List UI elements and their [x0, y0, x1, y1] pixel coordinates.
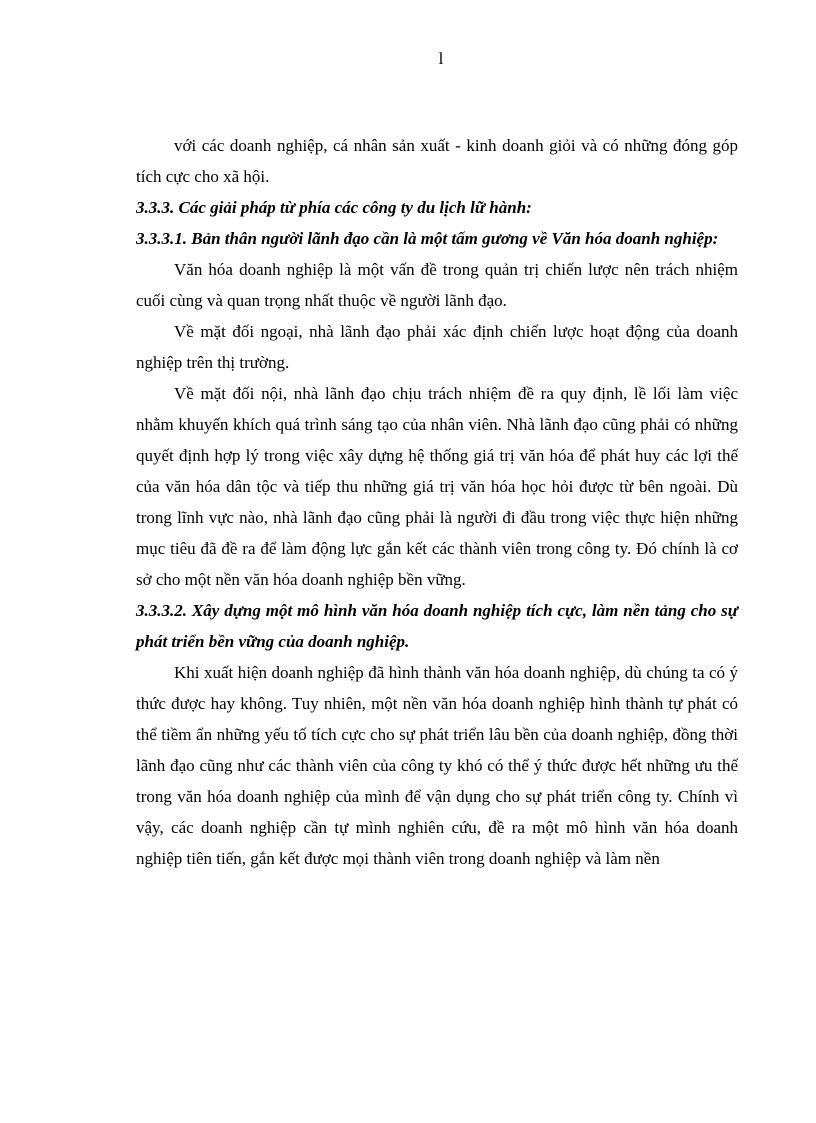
section-heading: 3.3.3. Các giải pháp từ phía các công ty du lịch lữ hành:	[136, 198, 532, 217]
document-body	[136, 130, 738, 874]
subsection-heading: 3.3.3.1. Bản thân người lãnh đạo cần là một tấm gương về Văn hóa doanh nghiệp:	[136, 229, 719, 248]
paragraph: Về mặt đối ngoại, nhà lãnh đạo phải xác định chiến lược hoạt động của doanh nghiệp trên thị trường.	[136, 322, 738, 372]
paragraph: với các doanh nghiệp, cá nhân sản xuất - kinh doanh giỏi và có những đóng góp tích cực cho xã hội.	[136, 136, 738, 186]
subsection-heading: 3.3.3.2. Xây dựng một mô hình văn hóa doanh nghiệp tích cực, làm nền tảng cho sự phát triển bền vững của doanh nghiệp.	[136, 601, 738, 651]
paragraph: Văn hóa doanh nghiệp là một vấn đề trong quản trị chiến lược nên trách nhiệm cuối cùng và quan trọng nhất thuộc về người lãnh đạo.	[136, 260, 738, 310]
paragraph: Về mặt đối nội, nhà lãnh đạo chịu trách nhiệm đề ra quy định, lề lối làm việc nhằm khuyến khích quá trình sáng tạo của nhân viên. Nhà lãnh đạo cũng phải có những quyết định hợp lý trong việc xây dựng hệ thống giá trị văn hóa để phát huy các lợi thế của văn hóa dân tộc và tiếp thu những giá trị văn hóa học hỏi được từ bên ngoài. Dù trong lĩnh vực nào, nhà lãnh đạo cũng phải là người đi đầu trong việc thực hiện những mục tiêu đã đề ra để làm động lực gắn kết các thành viên trong công ty. Đó chính là cơ sở cho một nền văn hóa doanh nghiệp bền vững.	[136, 384, 738, 589]
paragraph: Khi xuất hiện doanh nghiệp đã hình thành văn hóa doanh nghiệp, dù chúng ta có ý thức được hay không. Tuy nhiên, một nền văn hóa doanh nghiệp hình thành tự phát có thể tiềm ẩn những yếu tố tích cực cho sự phát triển lâu bền của doanh nghiệp, đồng thời lãnh đạo cũng như các thành viên của công ty khó có thể ý thức được hết những ưu thế trong văn hóa doanh nghiệp của mình để vận dụng cho sự phát triển công ty. Chính vì vậy, các doanh nghiệp cần tự mình nghiên cứu, đề ra một mô hình văn hóa doanh nghiệp tiên tiến, gắn kết được mọi thành viên trong doanh nghiệp và làm nền	[136, 663, 738, 868]
page-number: l	[438, 49, 444, 68]
